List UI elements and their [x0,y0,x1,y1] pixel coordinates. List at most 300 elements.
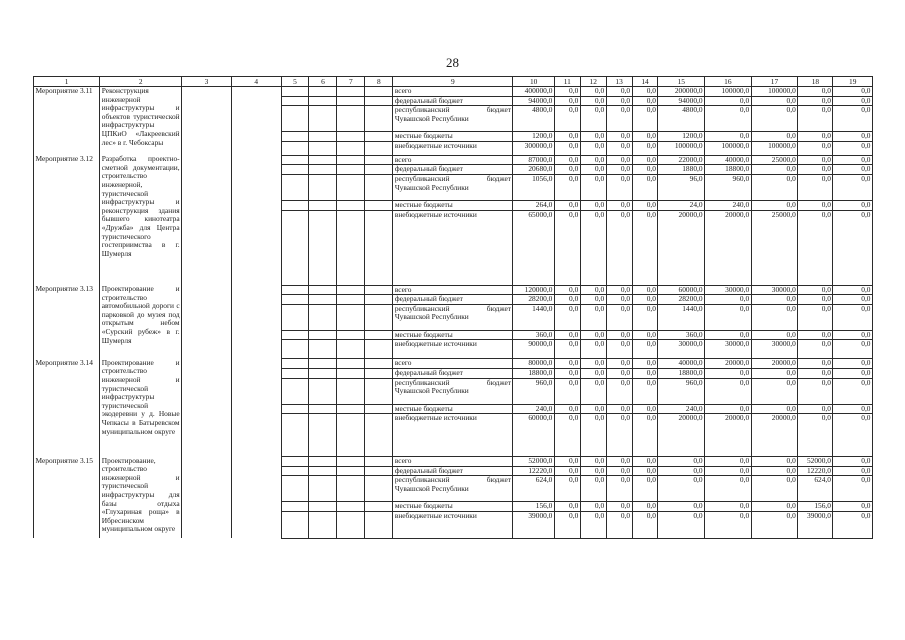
amount-cell: 0,0 [833,511,873,538]
empty-cell [281,155,309,165]
empty-cell [337,87,365,97]
amount-cell: 22000,0 [658,155,705,165]
amount-cell: 0,0 [554,340,580,359]
amount-cell: 0,0 [580,466,606,476]
empty-cell [337,106,365,132]
column-number: 4 [231,77,281,87]
funding-source: местные бюджеты [393,200,513,210]
empty-cell [309,414,337,457]
amount-cell: 0,0 [554,304,580,330]
amount-cell: 240,0 [658,404,705,414]
amount-cell: 0,0 [632,502,658,512]
amount-cell: 0,0 [798,368,833,378]
funding-row [34,457,873,467]
empty-cell [365,132,393,142]
amount-cell: 0,0 [632,414,658,457]
amount-cell: 0,0 [580,378,606,404]
empty-cell [309,174,337,200]
amount-cell: 0,0 [554,368,580,378]
empty-cell [337,96,365,106]
funding-source: республиканский бюджет Чувашской Республики [393,378,513,404]
event-name: Проектирование и строительство автомобильной дороги с парковкой до музея под открытым небом «Сурский рубеж» в г. Шумерля [100,285,182,359]
amount-cell: 0,0 [554,476,580,502]
funding-source: всего [393,285,513,295]
empty-cell [281,457,309,467]
amount-cell: 0,0 [554,466,580,476]
event-name: Разработка проектно-сметной документации, строительство инженерной, туристической инфраструктуры и реконструкция здания бывшего кинотеатра «Дружба» для Центра туристического гостеприимства в г. Шумерля [100,155,182,285]
amount-cell: 0,0 [606,200,632,210]
amount-cell: 960,0 [658,378,705,404]
amount-cell: 30000,0 [658,340,705,359]
empty-cell [281,511,309,538]
amount-cell: 100000,0 [751,87,798,97]
empty-cell [365,378,393,404]
amount-cell: 100000,0 [658,141,705,155]
amount-cell: 100000,0 [751,141,798,155]
empty-cell [281,295,309,305]
amount-cell: 0,0 [632,378,658,404]
amount-cell: 18800,0 [513,368,554,378]
empty-cell [309,511,337,538]
amount-cell: 0,0 [798,141,833,155]
empty-cell [365,87,393,97]
event-code: Мероприятие 3.14 [34,359,100,457]
amount-cell: 0,0 [554,141,580,155]
amount-cell: 4800,0 [513,106,554,132]
empty-cell [337,414,365,457]
empty-cell [309,155,337,165]
amount-cell: 0,0 [606,210,632,285]
amount-cell: 0,0 [798,106,833,132]
amount-cell: 0,0 [798,132,833,142]
amount-cell: 264,0 [513,200,554,210]
amount-cell: 39000,0 [513,511,554,538]
amount-cell: 20000,0 [658,414,705,457]
amount-cell: 0,0 [554,378,580,404]
empty-cell [281,466,309,476]
amount-cell: 0,0 [606,330,632,340]
funding-source: федеральный бюджет [393,165,513,175]
amount-cell: 0,0 [833,457,873,467]
empty-cell [281,210,309,285]
amount-cell: 0,0 [798,330,833,340]
empty-cell [281,404,309,414]
amount-cell: 12220,0 [798,466,833,476]
amount-cell: 0,0 [705,96,752,106]
amount-cell: 0,0 [798,210,833,285]
amount-cell: 0,0 [632,210,658,285]
empty-cell [281,87,309,97]
amount-cell: 52000,0 [798,457,833,467]
amount-cell: 0,0 [833,466,873,476]
amount-cell: 0,0 [632,165,658,175]
empty-cell [365,511,393,538]
amount-cell: 0,0 [705,106,752,132]
event-name: Проектирование, строительство инженерной и туристической инфраструктуры для базы отдыха «Глухариная роща» в Ибресинском муниципальном округе [100,457,182,539]
amount-cell: 28200,0 [513,295,554,305]
empty-cell [309,476,337,502]
amount-cell: 0,0 [632,155,658,165]
empty-cell [182,155,232,285]
empty-cell [309,359,337,369]
amount-cell: 0,0 [751,511,798,538]
empty-cell [365,155,393,165]
amount-cell: 0,0 [580,87,606,97]
amount-cell: 0,0 [606,340,632,359]
column-number: 15 [658,77,705,87]
amount-cell: 0,0 [606,511,632,538]
empty-cell [309,330,337,340]
empty-cell [365,368,393,378]
empty-cell [337,330,365,340]
amount-cell: 0,0 [554,96,580,106]
amount-cell: 360,0 [513,330,554,340]
empty-cell [365,141,393,155]
empty-cell [337,285,365,295]
amount-cell: 0,0 [751,304,798,330]
empty-cell [365,106,393,132]
empty-cell [337,404,365,414]
column-number-row [34,77,873,87]
funding-source: внебюджетные источники [393,141,513,155]
amount-cell: 12220,0 [513,466,554,476]
amount-cell: 0,0 [606,502,632,512]
column-number: 2 [100,77,182,87]
amount-cell: 0,0 [751,295,798,305]
amount-cell: 120000,0 [513,285,554,295]
funding-source: местные бюджеты [393,330,513,340]
column-number: 16 [705,77,752,87]
funding-source: внебюджетные источники [393,511,513,538]
amount-cell: 52000,0 [513,457,554,467]
event-code: Мероприятие 3.13 [34,285,100,359]
amount-cell: 100000,0 [705,141,752,155]
column-number: 18 [798,77,833,87]
empty-cell [365,340,393,359]
amount-cell: 0,0 [632,457,658,467]
amount-cell: 0,0 [554,210,580,285]
amount-cell: 0,0 [580,330,606,340]
amount-cell: 0,0 [798,404,833,414]
empty-cell [365,466,393,476]
amount-cell: 0,0 [580,414,606,457]
empty-cell [281,340,309,359]
amount-cell: 0,0 [606,476,632,502]
amount-cell: 0,0 [606,368,632,378]
empty-cell [365,359,393,369]
amount-cell: 0,0 [632,285,658,295]
amount-cell: 0,0 [705,511,752,538]
amount-cell: 18800,0 [658,368,705,378]
amount-cell: 20000,0 [705,414,752,457]
column-number: 11 [554,77,580,87]
empty-cell [309,165,337,175]
amount-cell: 0,0 [833,378,873,404]
amount-cell: 0,0 [833,96,873,106]
funding-source: внебюджетные источники [393,414,513,457]
amount-cell: 0,0 [580,132,606,142]
amount-cell: 0,0 [751,502,798,512]
empty-cell [365,457,393,467]
column-number: 8 [365,77,393,87]
amount-cell: 0,0 [798,340,833,359]
amount-cell: 0,0 [798,174,833,200]
column-number: 12 [580,77,606,87]
amount-cell: 0,0 [833,285,873,295]
event-name: Проектирование и строительство инженерной и туристической инфраструктуры туристической экодеревни у д. Новые Чепкасы в Батыревском муниципальном округе [100,359,182,457]
column-number: 13 [606,77,632,87]
funding-source: федеральный бюджет [393,368,513,378]
amount-cell: 20000,0 [705,210,752,285]
column-number: 14 [632,77,658,87]
empty-cell [281,476,309,502]
amount-cell: 90000,0 [513,340,554,359]
amount-cell: 0,0 [580,96,606,106]
amount-cell: 0,0 [833,174,873,200]
empty-cell [281,414,309,457]
amount-cell: 40000,0 [658,359,705,369]
amount-cell: 0,0 [606,457,632,467]
amount-cell: 0,0 [606,141,632,155]
amount-cell: 0,0 [606,295,632,305]
empty-cell [337,200,365,210]
empty-cell [337,378,365,404]
empty-cell [337,132,365,142]
empty-cell [309,87,337,97]
funding-row [34,155,873,165]
amount-cell: 65000,0 [513,210,554,285]
event-code: Мероприятие 3.11 [34,87,100,156]
funding-source: республиканский бюджет Чувашской Республики [393,304,513,330]
empty-cell [309,285,337,295]
amount-cell: 0,0 [798,414,833,457]
empty-cell [337,466,365,476]
amount-cell: 0,0 [833,141,873,155]
funding-source: федеральный бюджет [393,295,513,305]
amount-cell: 0,0 [606,87,632,97]
amount-cell: 0,0 [554,502,580,512]
amount-cell: 0,0 [632,404,658,414]
empty-cell [309,295,337,305]
amount-cell: 0,0 [833,87,873,97]
amount-cell: 0,0 [705,404,752,414]
amount-cell: 624,0 [798,476,833,502]
amount-cell: 0,0 [632,340,658,359]
amount-cell: 0,0 [554,174,580,200]
amount-cell: 0,0 [554,330,580,340]
amount-cell: 0,0 [632,359,658,369]
funding-source: республиканский бюджет Чувашской Республики [393,106,513,132]
empty-cell [365,476,393,502]
amount-cell: 0,0 [580,502,606,512]
column-number: 7 [337,77,365,87]
amount-cell: 0,0 [554,404,580,414]
empty-cell [365,404,393,414]
empty-cell [337,476,365,502]
funding-source: местные бюджеты [393,404,513,414]
empty-cell [365,295,393,305]
amount-cell: 0,0 [833,359,873,369]
amount-cell: 0,0 [798,378,833,404]
amount-cell: 960,0 [705,174,752,200]
empty-cell [309,210,337,285]
amount-cell: 0,0 [833,304,873,330]
amount-cell: 0,0 [798,285,833,295]
funding-source: местные бюджеты [393,132,513,142]
empty-cell [365,96,393,106]
event-name: Реконструкция инженерной инфраструктуры и объектов туристической инфраструктуры ЦПКиО «Лакреевский лес» в г. Чебоксары [100,87,182,156]
measures-table [33,76,873,539]
amount-cell: 0,0 [705,466,752,476]
empty-cell [281,378,309,404]
amount-cell: 0,0 [606,414,632,457]
amount-cell: 0,0 [751,368,798,378]
funding-source: федеральный бюджет [393,96,513,106]
funding-source: республиканский бюджет Чувашской Республики [393,174,513,200]
amount-cell: 0,0 [580,368,606,378]
funding-source: федеральный бюджет [393,466,513,476]
amount-cell: 0,0 [658,502,705,512]
empty-cell [337,141,365,155]
empty-cell [281,200,309,210]
amount-cell: 0,0 [751,165,798,175]
empty-cell [281,502,309,512]
amount-cell: 20680,0 [513,165,554,175]
funding-source: всего [393,359,513,369]
amount-cell: 0,0 [606,304,632,330]
amount-cell: 25000,0 [751,210,798,285]
amount-cell: 20000,0 [658,210,705,285]
amount-cell: 0,0 [606,106,632,132]
amount-cell: 0,0 [580,210,606,285]
amount-cell: 0,0 [751,404,798,414]
amount-cell: 0,0 [554,414,580,457]
empty-cell [309,200,337,210]
empty-cell [337,210,365,285]
amount-cell: 0,0 [705,378,752,404]
empty-cell [231,285,281,359]
amount-cell: 0,0 [751,174,798,200]
funding-row [34,285,873,295]
amount-cell: 30000,0 [751,340,798,359]
empty-cell [337,155,365,165]
amount-cell: 1200,0 [658,132,705,142]
amount-cell: 0,0 [833,368,873,378]
amount-cell: 0,0 [606,285,632,295]
amount-cell: 0,0 [580,174,606,200]
amount-cell: 0,0 [632,466,658,476]
amount-cell: 0,0 [580,285,606,295]
amount-cell: 0,0 [632,368,658,378]
amount-cell: 25000,0 [751,155,798,165]
amount-cell: 0,0 [554,165,580,175]
amount-cell: 0,0 [751,200,798,210]
empty-cell [337,340,365,359]
empty-cell [281,141,309,155]
funding-source: республиканский бюджет Чувашской Республики [393,476,513,502]
empty-cell [337,174,365,200]
amount-cell: 0,0 [658,466,705,476]
amount-cell: 0,0 [554,87,580,97]
empty-cell [281,330,309,340]
empty-cell [337,457,365,467]
amount-cell: 0,0 [632,295,658,305]
empty-cell [281,174,309,200]
amount-cell: 240,0 [513,404,554,414]
amount-cell: 28200,0 [658,295,705,305]
amount-cell: 0,0 [554,132,580,142]
amount-cell: 0,0 [632,106,658,132]
amount-cell: 0,0 [798,96,833,106]
page-number: 28 [446,55,459,70]
amount-cell: 39000,0 [798,511,833,538]
amount-cell: 0,0 [751,330,798,340]
amount-cell: 0,0 [580,155,606,165]
amount-cell: 0,0 [606,132,632,142]
empty-cell [365,414,393,457]
funding-source: внебюджетные источники [393,340,513,359]
empty-cell [281,132,309,142]
funding-row [34,87,873,97]
empty-cell [337,295,365,305]
amount-cell: 0,0 [833,404,873,414]
empty-cell [337,368,365,378]
amount-cell: 0,0 [658,476,705,502]
amount-cell: 100000,0 [705,87,752,97]
amount-cell: 960,0 [513,378,554,404]
empty-cell [365,304,393,330]
event-code: Мероприятие 3.12 [34,155,100,285]
amount-cell: 0,0 [798,87,833,97]
amount-cell: 0,0 [606,165,632,175]
amount-cell: 80000,0 [513,359,554,369]
empty-cell [231,87,281,156]
amount-cell: 30000,0 [705,285,752,295]
amount-cell: 240,0 [705,200,752,210]
amount-cell: 1440,0 [658,304,705,330]
amount-cell: 60000,0 [513,414,554,457]
empty-cell [309,457,337,467]
amount-cell: 18800,0 [705,165,752,175]
empty-cell [231,155,281,285]
empty-cell [281,368,309,378]
amount-cell: 0,0 [833,106,873,132]
amount-cell: 4800,0 [658,106,705,132]
funding-source: местные бюджеты [393,502,513,512]
empty-cell [309,141,337,155]
column-number: 1 [34,77,100,87]
empty-cell [182,285,232,359]
empty-cell [337,304,365,330]
empty-cell [231,457,281,539]
amount-cell: 0,0 [632,511,658,538]
amount-cell: 0,0 [798,165,833,175]
empty-cell [281,304,309,330]
amount-cell: 0,0 [833,155,873,165]
empty-cell [231,359,281,457]
amount-cell: 0,0 [632,132,658,142]
funding-row [34,359,873,369]
amount-cell: 0,0 [833,132,873,142]
amount-cell: 0,0 [751,378,798,404]
amount-cell: 0,0 [632,304,658,330]
amount-cell: 1880,0 [658,165,705,175]
amount-cell: 0,0 [705,304,752,330]
empty-cell [309,378,337,404]
amount-cell: 0,0 [580,106,606,132]
empty-cell [365,330,393,340]
empty-cell [281,96,309,106]
